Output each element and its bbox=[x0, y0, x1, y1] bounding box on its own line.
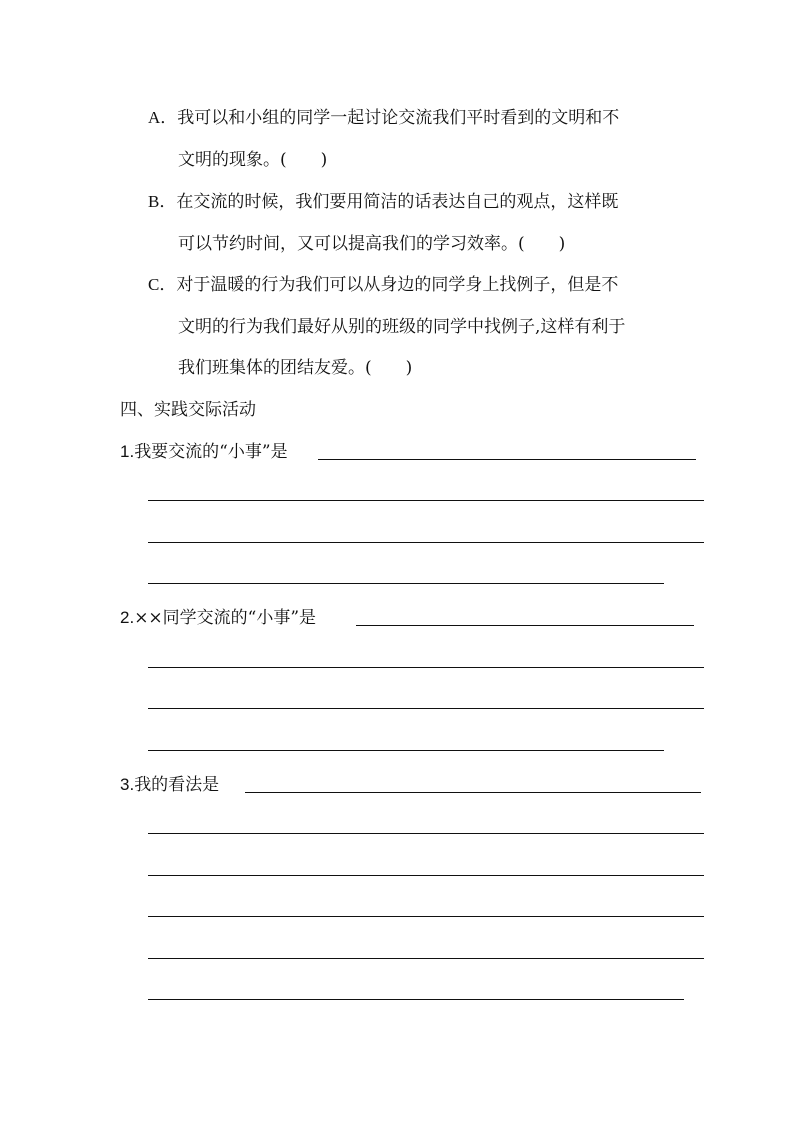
item-3-answer-line-2[interactable] bbox=[148, 833, 704, 834]
option-a-letter: A． bbox=[148, 108, 178, 127]
item-3-answer-line-6[interactable] bbox=[148, 999, 684, 1000]
item-1-prompt-line bbox=[120, 441, 288, 463]
section-4-heading: 四、实践交际活动 bbox=[120, 400, 256, 420]
item-2-answer-line-3[interactable] bbox=[148, 708, 704, 709]
option-b-letter: B． bbox=[148, 192, 177, 211]
item-2-prompt: ××同学交流的“小事”是 bbox=[134, 608, 317, 628]
option-b-line-1 bbox=[148, 191, 618, 213]
option-a-line-1 bbox=[148, 107, 619, 129]
item-1-answer-line-2[interactable] bbox=[148, 500, 704, 501]
option-c-text-1: 对于温暖的行为我们可以从身边的同学身上找例子，但是不 bbox=[176, 275, 619, 295]
item-1-answer-line-inline[interactable] bbox=[318, 459, 696, 460]
item-3-answer-line-4[interactable] bbox=[148, 916, 704, 917]
option-b-line-2: 可以节约时间，又可以提高我们的学习效率。( ) bbox=[178, 234, 566, 254]
item-2-answer-line-4[interactable] bbox=[148, 750, 664, 751]
item-1-answer-line-3[interactable] bbox=[148, 542, 704, 543]
option-a-text-1: 我可以和小组的同学一起讨论交流我们平时看到的文明和不 bbox=[177, 108, 620, 128]
item-3-prompt: 我的看法是 bbox=[134, 775, 220, 795]
item-3-answer-line-3[interactable] bbox=[148, 875, 704, 876]
item-1-answer-line-4[interactable] bbox=[148, 583, 664, 584]
item-3-prompt-line bbox=[120, 774, 219, 796]
option-c-line-1 bbox=[148, 274, 618, 296]
item-3-answer-line-5[interactable] bbox=[148, 958, 704, 959]
item-1-number: 1. bbox=[120, 442, 135, 461]
item-2-answer-line-inline[interactable] bbox=[356, 625, 694, 626]
option-a-line-2: 文明的现象。( ) bbox=[178, 150, 328, 170]
option-c-line-2: 文明的行为我们最好从别的班级的同学中找例子,这样有利于 bbox=[178, 317, 626, 337]
item-3-answer-line-inline[interactable] bbox=[245, 792, 701, 793]
item-3-number: 3. bbox=[120, 775, 135, 794]
item-2-answer-line-2[interactable] bbox=[148, 667, 704, 668]
option-b-text-1: 在交流的时候，我们要用简洁的话表达自己的观点，这样既 bbox=[176, 192, 619, 212]
item-2-prompt-line bbox=[120, 607, 316, 629]
item-2-number: 2. bbox=[120, 608, 135, 627]
item-1-prompt: 我要交流的“小事”是 bbox=[134, 442, 288, 462]
option-c-letter: C． bbox=[148, 275, 177, 294]
option-c-line-3: 我们班集体的团结友爱。( ) bbox=[178, 358, 413, 378]
